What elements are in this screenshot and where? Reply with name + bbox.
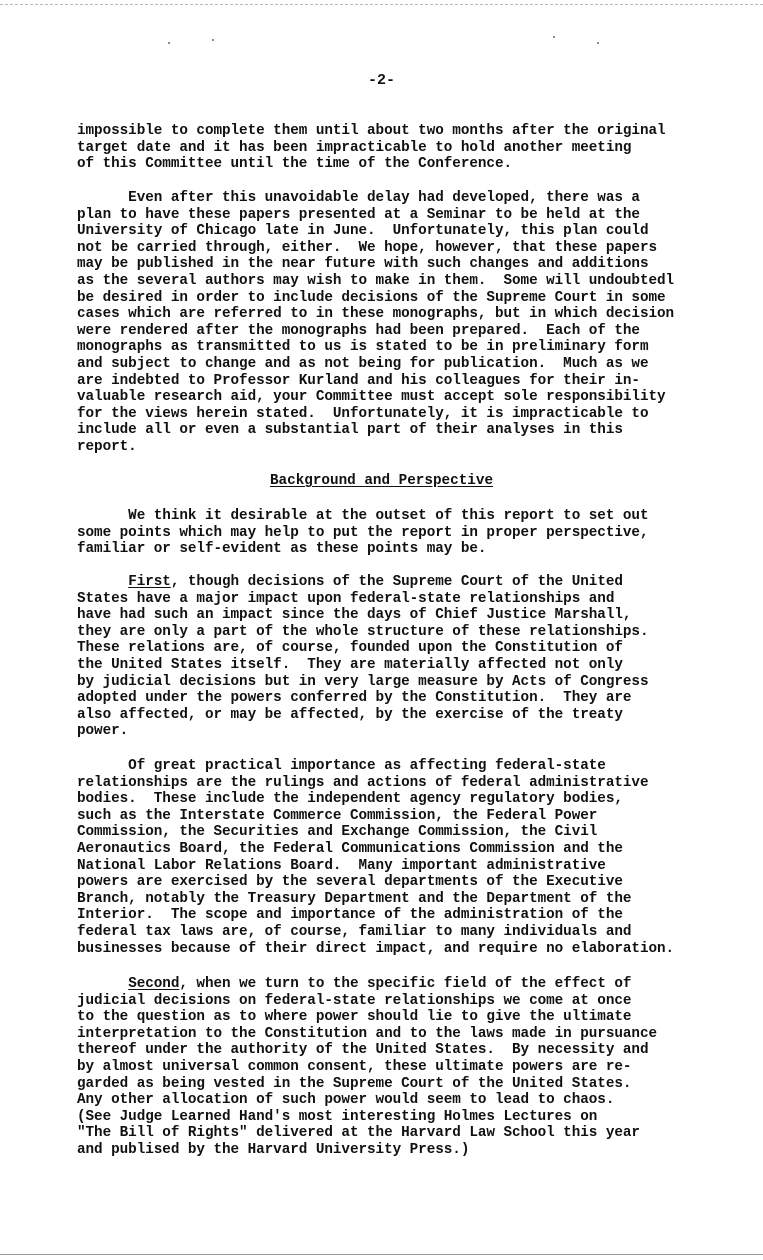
paragraph-delay: Even after this unavoidable delay had developed, there was a plan to have these papers presented at a Seminar to be held at the University of Chicago late in June. Unfortunately, this plan could not be carried through, either. We hope, however, that these papers may be published in the near future with such changes and additions as the several authors may wish to make in them. Some will undoubtedl be desired in order to include decisions of the Supreme Court in some cases which are referred to in these monographs, but in which decision were rendered after the monographs had been prepared. Each of the monographs as transmitted to us is stated to be in preliminary form and subject to change and as not being for publication. Much as we are indebted to Professor Kurland and his colleagues for their in- valuable research aid, your Committee must accept sole responsibility for the views herein stated. Unfortunately, it is impracticable to include all or even a substantial part of their analyses in this report. [77, 190, 675, 455]
scan-speck [597, 42, 599, 44]
paragraph-first-point-body: States have a major impact upon federal-state relationships and have had such an impact since the days of Chief Justice Marshall, they are only a part of the whole structure of these relationships. These relations are, of course, founded upon the Constitution of the United States itself. They are materially affected not only by judicial decisions but in very large measure by Acts of Congress adopted under the powers conferred by the Constitution. They are also affected, or may be affected, by the exercise of the treaty power. [77, 590, 649, 740]
scan-speck [168, 42, 170, 44]
paragraph-administrative-bodies: Of great practical importance as affecting federal-state relationships are the rulings and actions of federal administrative bodies. These include the independent agency regulatory bodies, such as the Interstate Commerce Commission, the Federal Power Commission, the Securities and Exchange Commission, the Civil Aeronautics Board, the Federal Communications Commission and the National Labor Relations Board. Many important administrative powers are exercised by the several departments of the Executive Branch, notably the Treasury Department and the Department of the Interior. The scope and importance of the administration of the federal tax laws are, of course, familiar to many individuals and businesses because of their direct impact, and require no elaboration. [77, 758, 675, 957]
second-point-line-one: , when we turn to the specific field of the effect of [179, 976, 632, 992]
paragraph-second-point-body: judicial decisions on federal-state relationships we come at once to the question as to where power should lie to give the ultimate interpretation to the Constitution and to the laws made in pursuance thereof under the authority of the United States. By necessity and by almost universal common consent, these ultimate powers are re- garded as being vested in the Supreme Court of the United States. Any other allocation of such power would seem to lead to chaos. (See Judge Learned Hand's most interesting Holmes Lectures on "The Bill of Rights" delivered at the Harvard Law School this year and publised by the Harvard University Press.) [77, 992, 658, 1158]
paragraph-continuation: impossible to complete them until about two months after the original target date and it has been impracticable to hold another meeting of this Committee until the time of the Conference. [77, 123, 666, 173]
section-heading-text: Background and Perspective [269, 473, 494, 489]
scan-speck [553, 36, 555, 38]
paragraph-outset: We think it desirable at the outset of this report to set out some points which may help to put the report in proper perspective, familiar or self-evident as these points may be. [77, 508, 649, 558]
page-number: -2- [367, 72, 395, 89]
scan-speck [212, 39, 214, 41]
bottom-edge-rule [0, 1254, 763, 1255]
first-point-line-one: , though decisions of the Supreme Court of the United [170, 574, 623, 590]
section-heading [0, 473, 763, 489]
second-underlined: Second [128, 976, 180, 992]
paragraph-first-point [77, 574, 757, 591]
top-edge-rule [0, 4, 763, 5]
first-underlined: First [128, 574, 171, 590]
paragraph-second-point [77, 976, 757, 993]
